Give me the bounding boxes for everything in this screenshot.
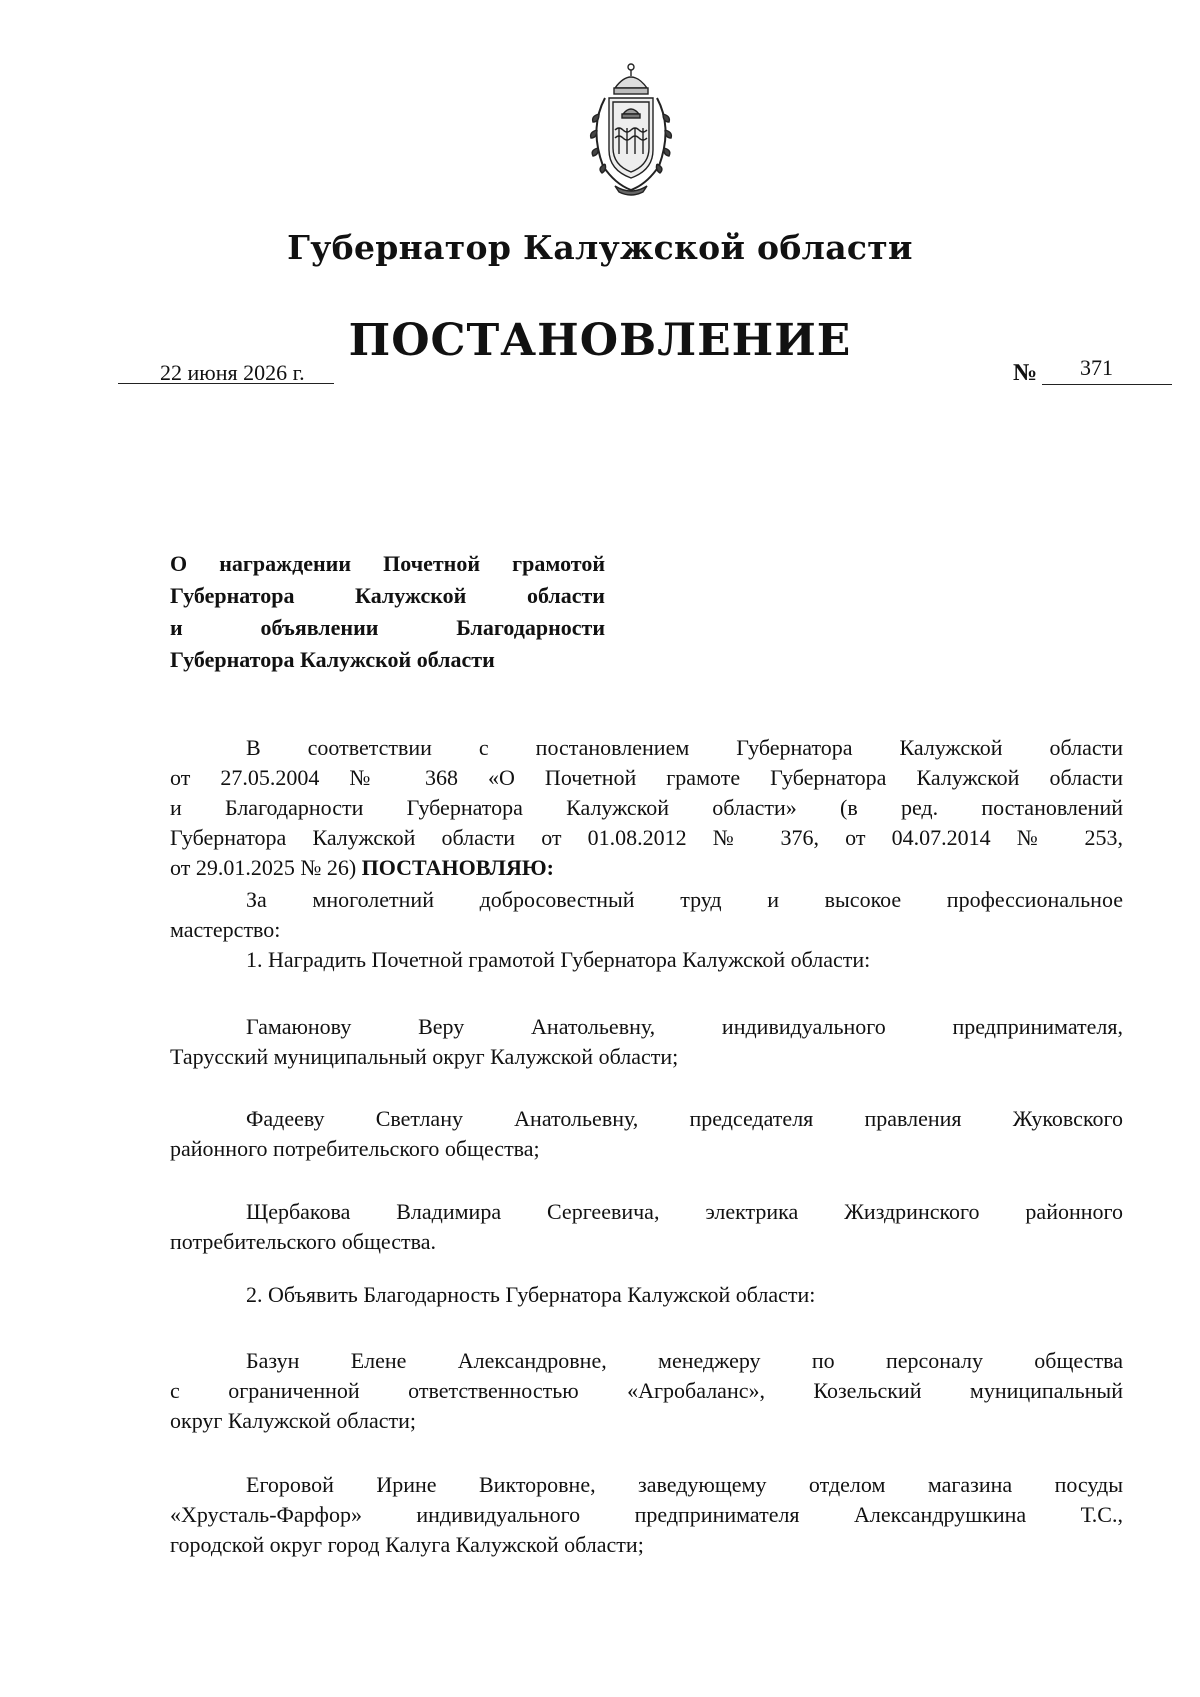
subject-line: О награждении Почетной грамотой	[170, 551, 605, 576]
text-line: мастерство:	[170, 917, 281, 942]
text-line: 2. Объявить Благодарность Губернатора Калужской области:	[246, 1282, 816, 1307]
number-label: №	[1013, 360, 1038, 386]
document-number: 371	[1080, 355, 1113, 380]
item1-heading	[170, 945, 1123, 975]
text-line: 1. Наградить Почетной грамотой Губернатора Калужской области:	[246, 947, 871, 972]
subject-line: Губернатора Калужской области	[170, 647, 495, 672]
awardee-entry	[170, 1012, 1123, 1072]
awardee-entry	[170, 1197, 1123, 1257]
preamble-paragraph	[170, 733, 1123, 883]
document-type-heading: ПОСТАНОВЛЕНИЕ	[348, 315, 852, 366]
text-line: с ограниченной ответственностью «Агробаланс», Козельский муниципальный	[170, 1378, 1123, 1403]
text-line: «Хрусталь-Фарфор» индивидуального предпринимателя Александрушкина Т.С.,	[170, 1502, 1123, 1527]
coat-of-arms-emblem	[585, 58, 677, 198]
text-line: потребительского общества.	[170, 1229, 436, 1254]
text-line: районного потребительского общества;	[170, 1136, 540, 1161]
text-line	[170, 853, 1123, 883]
text-line: Губернатора Калужской области от 01.08.2012 № 376, от 04.07.2014 № 253,	[170, 825, 1123, 850]
text-line: городской округ город Калуга Калужской области;	[170, 1532, 644, 1557]
text-line: Фадееву Светлану Анатольевну, председателя правления Жуковского	[246, 1106, 1123, 1131]
subject-line: и объявлении Благодарности	[170, 615, 605, 640]
text-line: округ Калужской области;	[170, 1408, 417, 1433]
text-line: Егоровой Ирине Викторовне, заведующему отделом магазина посуды	[246, 1472, 1123, 1497]
thanked-person-entry	[170, 1470, 1123, 1560]
text-line: Тарусский муниципальный округ Калужской области;	[170, 1044, 679, 1069]
awardee-entry	[170, 1104, 1123, 1164]
number-underline	[1042, 384, 1172, 385]
text-line: В соответствии с постановлением Губернатора Калужской области	[246, 735, 1123, 760]
text-line: Гамаюнову Веру Анатольевну, индивидуального предпринимателя,	[246, 1014, 1123, 1039]
document-subject	[170, 548, 605, 676]
resolve-word: ПОСТАНОВЛЯЮ:	[361, 855, 554, 880]
text-line: За многолетний добросовестный труд и высокое профессиональное	[246, 887, 1123, 912]
reason-paragraph	[170, 885, 1123, 945]
document-date: 22 июня 2026 г.	[160, 360, 305, 385]
text-line: Базун Елене Александровне, менеджеру по персоналу общества	[246, 1348, 1123, 1373]
text-line: и Благодарности Губернатора Калужской области» (в ред. постановлений	[170, 795, 1123, 820]
thanked-person-entry	[170, 1346, 1123, 1436]
preamble-tail: от 29.01.2025 № 26)	[170, 855, 362, 880]
issuer-title: Губернатор Калужской области	[287, 228, 913, 267]
text-line: от 27.05.2004 № 368 «О Почетной грамоте Губернатора Калужской области	[170, 765, 1123, 790]
text-line: Щербакова Владимира Сергеевича, электрика Жиздринского районного	[246, 1199, 1123, 1224]
subject-line: Губернатора Калужской области	[170, 583, 605, 608]
item2-heading	[170, 1280, 1123, 1310]
